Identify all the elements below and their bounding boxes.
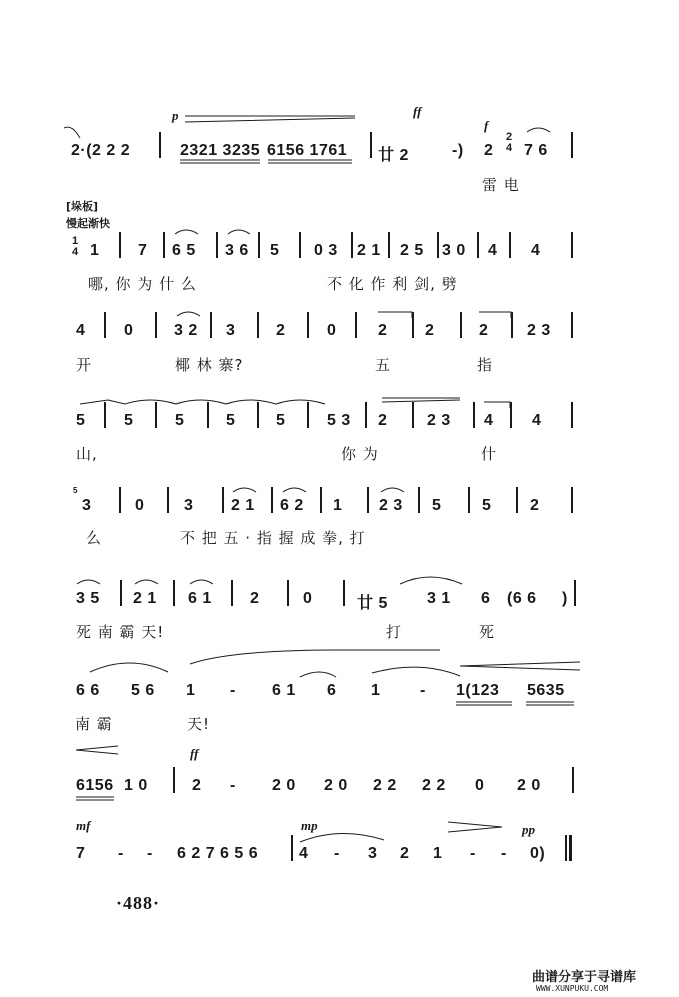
decrescendo-hairpin xyxy=(448,822,502,832)
s6-m4: 2 xyxy=(250,590,260,607)
dynamic-p: p xyxy=(172,108,179,123)
lyric-line-4a: 山, xyxy=(76,445,98,463)
dynamic-mf: mf xyxy=(76,818,91,833)
s3-m5: 2 xyxy=(276,322,286,339)
s2-m3: 6 5 xyxy=(172,242,196,259)
s9-n2: - xyxy=(118,845,124,862)
s7-n6: 6 xyxy=(327,682,337,699)
s2-m6: 0 3 xyxy=(314,242,338,259)
s4-m10: 4 xyxy=(532,412,542,429)
crescendo-hairpin xyxy=(460,662,580,670)
lyric-line-5a: 么 xyxy=(86,529,103,547)
decrescendo-hairpin xyxy=(185,116,355,122)
slur-mark xyxy=(228,230,250,234)
slur-mark xyxy=(233,488,256,492)
tie-mark xyxy=(64,127,80,138)
slur-mark xyxy=(77,580,100,584)
s6-free-meter: 廿 5 xyxy=(357,595,388,612)
s8-m5: 2 0 xyxy=(272,777,296,794)
slur-mark xyxy=(479,312,511,318)
dynamic-ff: ff xyxy=(413,104,422,119)
s2-m11: 4 xyxy=(531,242,541,259)
slur-mark xyxy=(190,650,440,664)
s2-m4: 3 6 xyxy=(225,242,249,259)
s7-n3: 1 xyxy=(186,682,196,699)
s3-m6: 0 xyxy=(327,322,337,339)
watermark-url: WWW.XUNPUKU.COM xyxy=(536,984,609,993)
system-1-measure-2b: 6156 1761 xyxy=(267,142,348,159)
s6-m5: 0 xyxy=(303,590,313,607)
section-label: [垛板] xyxy=(66,200,99,213)
s4-m2: 5 xyxy=(124,412,134,429)
s7-n10: 5635 xyxy=(527,682,565,699)
s5-m1: 3 xyxy=(82,497,92,514)
dynamic-f: f xyxy=(484,118,489,133)
system-1-last: 7 6 xyxy=(524,142,548,159)
s9-n1: 7 xyxy=(76,845,86,862)
s9-n8: 2 xyxy=(400,845,410,862)
s6-m1: 3 5 xyxy=(76,590,100,607)
s3-m1: 4 xyxy=(76,322,86,339)
lyric-line-3d: 指 xyxy=(477,356,494,374)
s7-n2: 5 6 xyxy=(131,682,155,699)
s2-m2: 7 xyxy=(138,242,148,259)
s9-n3: - xyxy=(147,845,153,862)
time-sig-change: 2 4 xyxy=(506,131,513,154)
s2-m10: 4 xyxy=(488,242,498,259)
s8-m4: - xyxy=(230,777,236,794)
slur-mark xyxy=(484,402,510,408)
s5-m3: 3 xyxy=(184,497,194,514)
slur-mark xyxy=(527,128,550,132)
slur-mark xyxy=(226,400,276,404)
s6-m2: 2 1 xyxy=(133,590,157,607)
s4-m6: 5 3 xyxy=(327,412,351,429)
s5-m4: 2 1 xyxy=(231,497,255,514)
lyric-line-7b: 天! xyxy=(187,715,211,733)
slur-mark xyxy=(400,577,462,584)
slur-mark xyxy=(300,672,336,677)
s7-n1: 6 6 xyxy=(76,682,100,699)
lyric-line-3a: 开 xyxy=(76,356,93,374)
slur-mark xyxy=(276,400,325,404)
tempo-label: 慢起渐快 xyxy=(66,217,110,230)
s4-m4: 5 xyxy=(226,412,236,429)
s8-m1: 6156 xyxy=(76,777,114,794)
lyric-line-3b: 椰 林 寨? xyxy=(175,356,244,374)
s5-m6: 1 xyxy=(333,497,343,514)
system-1-rest: -) xyxy=(452,142,464,159)
s7-n5: 6 1 xyxy=(272,682,296,699)
s4-m5: 5 xyxy=(276,412,286,429)
s8-m3: 2 xyxy=(192,777,202,794)
s7-n4: - xyxy=(230,682,236,699)
lyric-line-1: 雷 电 xyxy=(482,176,520,194)
s8-m6: 2 0 xyxy=(324,777,348,794)
s9-n9: 1 xyxy=(433,845,443,862)
lyric-line-6a: 死 南 霸 天! xyxy=(76,623,165,641)
system-1-measure-2a: 2321 3235 xyxy=(180,142,261,159)
watermark-title: 曲谱分享于寻谱库 xyxy=(532,970,637,985)
slur-mark xyxy=(381,488,404,492)
slur-mark xyxy=(135,580,158,584)
dynamic-pp: pp xyxy=(522,822,535,837)
s3-m7: 2 xyxy=(378,322,388,339)
slur-mark xyxy=(176,400,226,404)
s4-m3: 5 xyxy=(175,412,185,429)
s4-m7: 2 xyxy=(378,412,388,429)
system-1-fermata-note: 2 xyxy=(484,142,494,159)
s6-m3: 6 1 xyxy=(188,590,212,607)
lyric-line-4c: 什 xyxy=(481,445,498,463)
slur-mark xyxy=(190,580,213,584)
s9-n5: 4 xyxy=(299,845,309,862)
slur-mark xyxy=(80,400,125,404)
lyric-line-2a: 哪, 你 为 什 么 xyxy=(88,275,197,293)
s2-m9: 3 0 xyxy=(442,242,466,259)
dynamic-mp: mp xyxy=(301,818,318,833)
dynamic-ff-2: ff xyxy=(190,746,199,761)
s5-m5: 6 2 xyxy=(280,497,304,514)
s5-m2: 0 xyxy=(135,497,145,514)
s7-n7: 1 xyxy=(371,682,381,699)
slur-mark xyxy=(300,833,384,842)
s9-n11: - xyxy=(501,845,507,862)
s9-n10: - xyxy=(470,845,476,862)
s8-m8: 2 2 xyxy=(422,777,446,794)
s5-m7: 2 3 xyxy=(379,497,403,514)
s6-m9: ) xyxy=(562,590,568,607)
s2-m5: 5 xyxy=(270,242,280,259)
slur-mark xyxy=(378,312,412,318)
slur-mark xyxy=(175,230,198,234)
s8-m2: 1 0 xyxy=(124,777,148,794)
s7-n9: 1(123 xyxy=(456,682,500,699)
s9-n6: - xyxy=(334,845,340,862)
slur-mark xyxy=(283,488,306,492)
s8-m7: 2 2 xyxy=(373,777,397,794)
s2-m8: 2 5 xyxy=(400,242,424,259)
lyric-line-3c: 五 xyxy=(375,356,392,374)
s6-m6: 3 1 xyxy=(427,590,451,607)
lyric-line-6c: 死 xyxy=(479,623,496,641)
slur-mark xyxy=(372,667,460,676)
lyric-line-5b: 不 把 五 · 指 握 成 拳, 打 xyxy=(180,529,366,547)
s5-m8: 5 xyxy=(432,497,442,514)
s3-m10: 2 3 xyxy=(527,322,551,339)
lyric-line-7a: 南 霸 xyxy=(75,715,113,733)
s9-n12: 0) xyxy=(530,845,546,862)
s3-m8: 2 xyxy=(425,322,435,339)
grace-note: 5 xyxy=(73,486,78,495)
system-1-free-meter: 廿 2 xyxy=(378,147,409,164)
s5-m10: 2 xyxy=(530,497,540,514)
s7-n8: - xyxy=(420,682,426,699)
s8-m9: 0 xyxy=(475,777,485,794)
s6-m8: (6 6 xyxy=(507,590,537,607)
crescendo-hairpin xyxy=(76,746,118,754)
s4-m1: 5 xyxy=(76,412,86,429)
s9-n7: 3 xyxy=(368,845,378,862)
slur-mark xyxy=(90,663,168,672)
page-number: ·488· xyxy=(116,893,161,913)
s5-m9: 5 xyxy=(482,497,492,514)
lyric-line-4b: 你 为 xyxy=(341,445,379,463)
s8-m10: 2 0 xyxy=(517,777,541,794)
s3-m9: 2 xyxy=(479,322,489,339)
s2-m7: 2 1 xyxy=(357,242,381,259)
s3-m2: 0 xyxy=(124,322,134,339)
slur-mark xyxy=(125,400,176,404)
s4-m9: 4 xyxy=(484,412,494,429)
slur-mark xyxy=(177,312,200,316)
s9-n4: 6 2 7 6 5 6 xyxy=(177,845,259,862)
time-signature: 1 4 xyxy=(72,235,79,258)
s2-m1: 1 xyxy=(90,242,100,259)
system-1-measure-1: 2·(2 2 2 xyxy=(71,142,131,159)
s3-m4: 3 xyxy=(226,322,236,339)
slur-mark xyxy=(382,398,460,402)
s4-m8: 2 3 xyxy=(427,412,451,429)
s6-m7: 6 xyxy=(481,590,491,607)
lyric-line-2b: 不 化 作 利 剑, 劈 xyxy=(327,275,458,293)
lyric-line-6b: 打 xyxy=(386,623,403,641)
s3-m3: 3 2 xyxy=(174,322,198,339)
